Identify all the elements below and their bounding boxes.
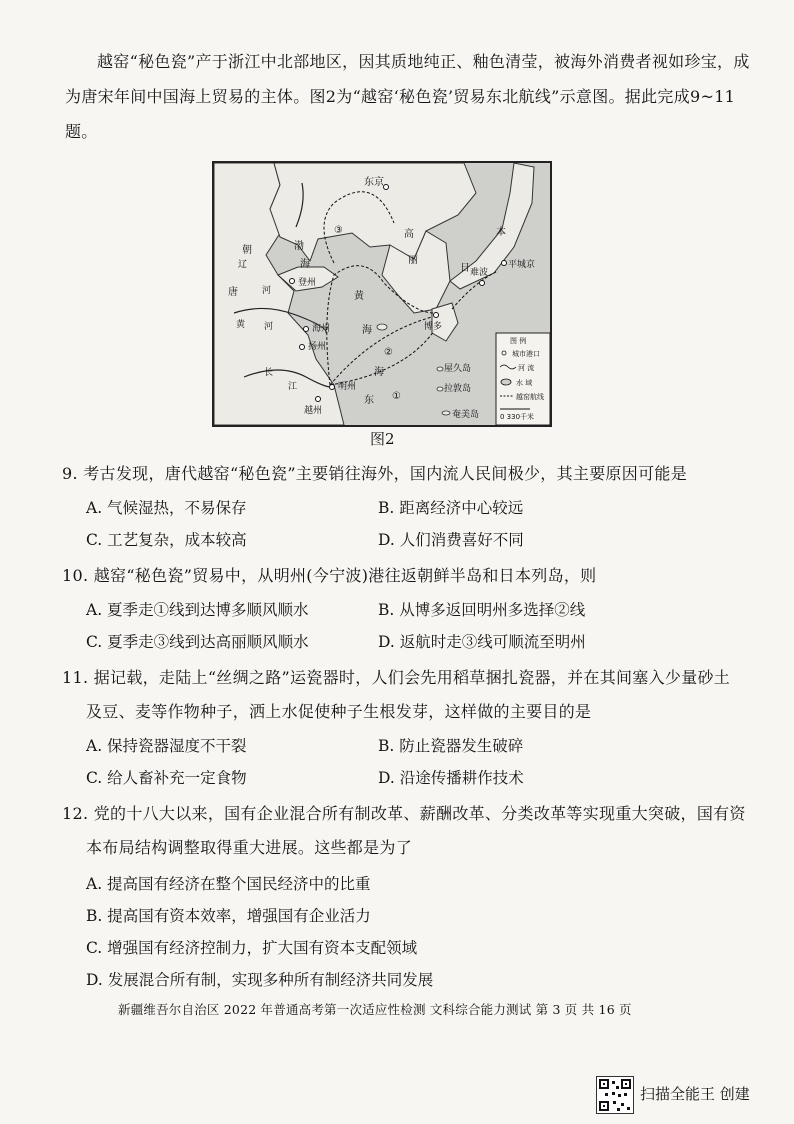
label-dong: 东 (364, 395, 374, 406)
label-chang: 长 (264, 368, 274, 378)
question-11-stem-line1: 11. 据记载，走陆上“丝绸之路”运瓷器时，人们会先用稻草捆扎瓷器，并在其间塞入少量砂土 (62, 668, 731, 687)
question-12-option-b: B. 提高国有资本效率，增强国有企业活力 (86, 907, 371, 925)
legend-title: 图 例 (510, 337, 527, 345)
route-1-label: ① (392, 391, 401, 402)
label-haizhou: 海州 (312, 324, 331, 334)
question-11-option-a: A. 保持瓷器湿度不干裂 (86, 737, 247, 755)
question-11-option-c: C. 给人畜补充一定食物 (86, 769, 247, 787)
question-11-option-b: B. 防止瓷器发生破碎 (378, 737, 524, 755)
label-huanghai-hai: 海 (362, 325, 372, 336)
legend-river: 河 流 (518, 364, 535, 372)
label-wujiudao: 屋久岛 (444, 364, 472, 374)
route-3-label: ③ (334, 225, 343, 236)
question-10-stem: 10. 越窑“秘色瓷”贸易中，从明州(今宁波)港往返朝鲜半岛和日本列岛，则 (62, 566, 597, 585)
map-legend (496, 333, 550, 425)
label-donghai-hai: 海 (374, 367, 384, 378)
question-9-option-b: B. 距离经济中心较远 (378, 499, 524, 517)
legend-water: 水 域 (516, 379, 533, 387)
label-tang: 唐 (228, 287, 238, 298)
map-drawing (214, 163, 550, 425)
question-9-option-d: D. 人们消费喜好不同 (378, 531, 524, 549)
question-12-stem-line1: 12. 党的十八大以来，国有企业混合所有制改革、薪酬改革、分类改革等实现重大突破，国有资 (62, 804, 746, 823)
label-huang: 黄 (354, 291, 364, 302)
question-10-option-b: B. 从博多返回明州多选择②线 (378, 601, 586, 619)
label-ben: 本 (496, 227, 506, 238)
label-he: 河 (262, 286, 272, 296)
label-bo: 渤 (294, 241, 304, 252)
trade-route-map (212, 161, 552, 427)
figure-caption: 图2 (370, 430, 395, 448)
scanner-watermark: 扫描全能王 创建 (640, 1085, 750, 1103)
question-12-option-a: A. 提高国有经济在整个国民经济中的比重 (86, 875, 371, 893)
label-yellow: 黄 (236, 320, 246, 330)
question-10-option-c: C. 夏季走③线到达高丽顺风顺水 (86, 633, 309, 651)
question-9-option-c: C. 工艺复杂，成本较高 (86, 531, 247, 549)
question-10-option-d: D. 返航时走③线可顺流至明州 (378, 633, 586, 651)
label-anmeidao: 奄美岛 (452, 410, 480, 420)
label-gao: 高 (404, 229, 414, 240)
question-10-option-a: A. 夏季走①线到达博多顺风顺水 (86, 601, 309, 619)
question-9-stem: 9. 考古发现，唐代越窑“秘色瓷”主要销往海外，国内流人民间极少，其主要原因可能是 (62, 464, 688, 483)
legend-route: 越窑航线 (516, 393, 544, 401)
intro-paragraph: 越窑“秘色瓷”产于浙江中北部地区，因其质地纯正、釉色清莹，被海外消费者视如珍宝，成为唐宋年间中国海上贸易的主体。图2为“越窑‘秘色瓷’贸易东北航线”示意图。据此完成9~11题。 (65, 52, 750, 141)
question-12-option-d: D. 发展混合所有制，实现多种所有制经济共同发展 (86, 971, 434, 989)
question-11-option-d: D. 沿途传播耕作技术 (378, 769, 524, 787)
label-jiang: 江 (288, 382, 298, 392)
legend-city: 城市港口 (512, 350, 540, 358)
label-pingchengjing: 平城京 (508, 260, 536, 270)
qr-code-icon (596, 1076, 634, 1114)
page-footer: 新疆维吾尔自治区 2022 年普通高考第一次适应性检测 文科综合能力测试 第 3 页 共 16 页 (118, 1002, 632, 1017)
label-ladundao: 拉敦岛 (444, 384, 472, 394)
legend-water-icon (501, 379, 511, 385)
label-dengzhou: 登州 (298, 278, 317, 288)
label-yuezhou: 越州 (304, 406, 323, 416)
label-liao: 辽 (238, 260, 248, 270)
label-li: 丽 (408, 255, 418, 266)
label-yellow-he: 河 (264, 322, 274, 332)
question-9-option-a: A. 气候湿热，不易保存 (86, 499, 247, 517)
label-ri: 日 (460, 263, 470, 274)
question-12-option-c: C. 增强国有经济控制力，扩大国有资本支配领域 (86, 939, 418, 957)
label-yangzhou: 扬州 (308, 342, 327, 352)
label-nanbo: 难波 (470, 268, 489, 278)
label-mingzhou: 明州 (338, 382, 357, 392)
label-boduo: 博多 (424, 322, 443, 332)
route-2-label: ② (384, 347, 393, 358)
legend-city-icon (502, 351, 506, 355)
label-chao: 朝 (242, 245, 252, 256)
legend-scale: 0 330千米 (500, 413, 535, 421)
question-12-stem-line2: 本布局结构调整取得重大进展。这些都是为了 (86, 838, 413, 857)
label-bohai-hai: 海 (300, 259, 310, 270)
label-dongjing: 东京 (364, 177, 384, 188)
question-11-stem-line2: 及豆、麦等作物种子，洒上水促使种子生根发芽，这样做的主要目的是 (86, 702, 592, 721)
